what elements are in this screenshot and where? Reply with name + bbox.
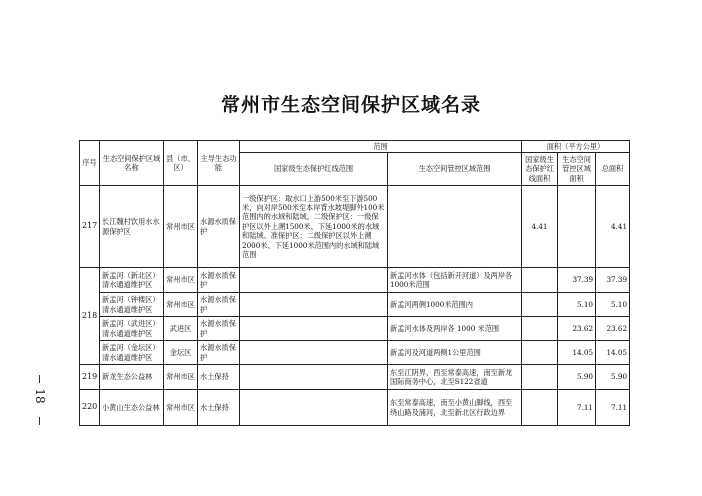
row-name: 新龙生态公益林 [100, 365, 164, 390]
row-control-area: 5.90 [558, 365, 596, 390]
row-control-scope: 东至江阴界，西至常泰高速，南至新龙国际商务中心，北至S122省道 [388, 365, 522, 390]
page-number-dash-bottom [39, 417, 40, 425]
row-name: 新孟河（武进区）清水通道维护区 [100, 317, 164, 341]
header-function: 主导生态功能 [198, 141, 240, 186]
row-total-area: 5.90 [596, 365, 630, 390]
row-total-area: 14.05 [596, 341, 630, 365]
row-control-area: 23.62 [558, 317, 596, 341]
row-function: 水土保持 [198, 365, 240, 390]
row-seq: 219 [80, 365, 100, 390]
row-seq: 217 [80, 186, 100, 268]
table-row [80, 268, 630, 293]
row-function: 水源水质保护 [198, 317, 240, 341]
row-function: 水源水质保护 [198, 268, 240, 293]
page-number-dash-top [39, 375, 40, 383]
row-total-area: 37.39 [596, 268, 630, 293]
row-county: 常州市区 [164, 268, 198, 293]
table-row [80, 186, 630, 268]
page-number-text: 18 [33, 388, 47, 404]
row-control-area: 5.10 [558, 293, 596, 317]
row-national-scope [240, 317, 388, 341]
row-control-area [558, 186, 596, 268]
row-name: 长江魏村饮用水水源保护区 [100, 186, 164, 268]
row-control-scope [388, 186, 522, 268]
row-national-scope [240, 365, 388, 390]
table-row [80, 390, 630, 426]
header-control-scope: 生态空间管控区域范围 [388, 153, 522, 186]
row-county: 常州市区 [164, 293, 198, 317]
row-national-scope [240, 390, 388, 426]
row-control-area: 37.39 [558, 268, 596, 293]
protected-area-table [79, 140, 630, 426]
row-control-scope: 新孟河两侧1000米范围内 [388, 293, 522, 317]
row-national-scope [240, 341, 388, 365]
row-national-scope [240, 268, 388, 293]
row-county: 常州市区 [164, 365, 198, 390]
row-seq: 218 [80, 268, 100, 365]
row-function: 水源水质保护 [198, 186, 240, 268]
header-national-area: 国家级生态保护红线面积 [522, 153, 558, 186]
header-total-area: 总面积 [596, 153, 630, 186]
header-area: 面积（平方公里） [522, 141, 630, 153]
row-name: 新孟河（金坛区）清水通道维护区 [100, 341, 164, 365]
row-county: 常州市区 [164, 390, 198, 426]
row-control-area: 7.11 [558, 390, 596, 426]
row-total-area: 4.41 [596, 186, 630, 268]
table-row [80, 341, 630, 365]
row-national-scope [240, 293, 388, 317]
row-national-area [522, 341, 558, 365]
row-county: 金坛区 [164, 341, 198, 365]
row-national-area [522, 365, 558, 390]
row-national-scope: 一级保护区：取水口上游500米至下游500米，向对岸500米至本岸背水坡堤脚外100米范围内的水域和陆域。二级保护区：一级保护区以外上溯1500米、下延1000米的水域和陆域。准保护区：二级保护区以外上溯2000米、下延1000米范围内的水域和陆域范围 [240, 186, 388, 268]
row-control-scope: 新孟河水体（包括新开河道）及两岸各1000米范围 [388, 268, 522, 293]
row-total-area: 7.11 [596, 390, 630, 426]
row-total-area: 5.10 [596, 293, 630, 317]
row-control-scope: 东至常泰高速，南至小黄山脚线，西至绕山路及浦河，北至新北区行政边界 [388, 390, 522, 426]
table-row [80, 365, 630, 390]
row-seq: 220 [80, 390, 100, 426]
row-control-scope: 新孟河水体及两岸各 1000 米范围 [388, 317, 522, 341]
row-national-area: 4.41 [522, 186, 558, 268]
row-control-scope: 新孟河及河道两侧1公里范围 [388, 341, 522, 365]
table-row [80, 293, 630, 317]
row-county: 常州市区 [164, 186, 198, 268]
row-national-area [522, 293, 558, 317]
table-row [80, 317, 630, 341]
row-national-area [522, 268, 558, 293]
row-county: 武进区 [164, 317, 198, 341]
header-county: 县（市、区） [164, 141, 198, 186]
header-control-area: 生态空间管控区域面积 [558, 153, 596, 186]
row-national-area [522, 317, 558, 341]
row-national-area [522, 390, 558, 426]
row-total-area: 23.62 [596, 317, 630, 341]
row-function: 水源水质保护 [198, 341, 240, 365]
row-name: 新孟河（新北区）清水通道维护区 [100, 268, 164, 293]
row-function: 水源水质保护 [198, 293, 240, 317]
header-seq: 序号 [80, 141, 100, 186]
header-scope: 范围 [240, 141, 522, 153]
row-function: 水土保持 [198, 390, 240, 426]
row-name: 小黄山生态公益林 [100, 390, 164, 426]
header-name: 生态空间保护区域名称 [100, 141, 164, 186]
row-control-area: 14.05 [558, 341, 596, 365]
document-title: 常州市生态空间保护区域名录 [220, 94, 481, 116]
header-national-scope: 国家级生态保护红线范围 [240, 153, 388, 186]
row-name: 新孟河（钟楼区）清水通道维护区 [100, 293, 164, 317]
page-number [28, 375, 52, 425]
